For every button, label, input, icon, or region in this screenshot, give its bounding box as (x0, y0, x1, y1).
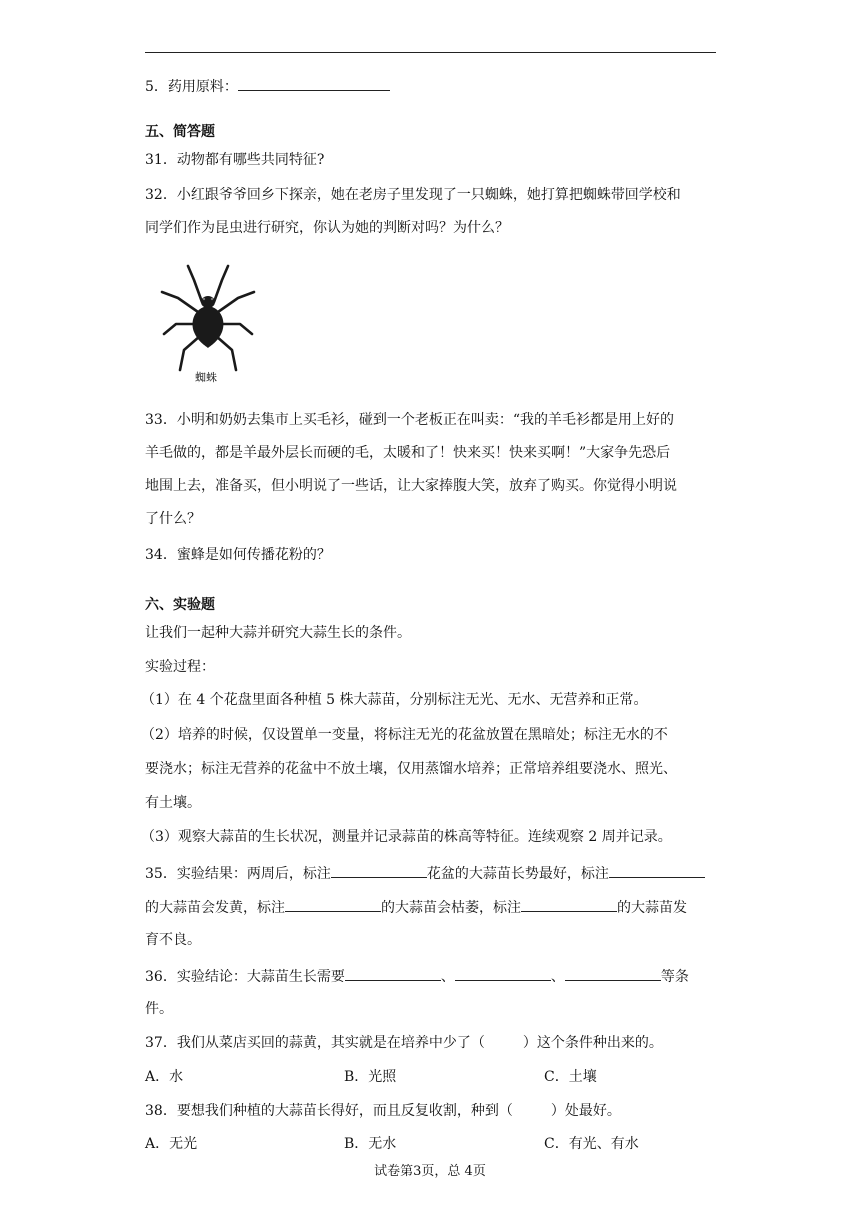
question-36-line-1 (145, 965, 689, 987)
question-35-text-d: 的大蒜苗会枯萎，标注 (381, 900, 521, 916)
page-footer: 试卷第3页，总 4页 (374, 1164, 486, 1179)
question-35-text-a: 35．实验结果：两周后，标注 (145, 866, 331, 882)
question-36-separator: 、 (440, 969, 455, 985)
question-5-label: 5．药用原料： (145, 79, 238, 95)
question-33-line-2: 羊毛做的，都是羊最外层长而硬的毛，太暖和了！快来买！快来买啊！”大家争先恐后 (145, 445, 671, 461)
answer-blank[interactable] (285, 896, 381, 912)
experiment-step-2-line-3: 有土壤。 (145, 795, 201, 811)
question-35-text-b: 花盆的大蒜苗长势最好，标注 (426, 866, 609, 882)
question-32-line-1: 32．小红跟爷爷回乡下探亲，她在老房子里发现了一只蜘蛛，她打算把蜘蛛带回学校和 (145, 187, 681, 203)
answer-blank[interactable] (609, 862, 705, 878)
question-37 (145, 1033, 663, 1053)
question-37-text-b: ）这个条件种出来的。 (522, 1035, 663, 1051)
section-title-experiment: 六、实验题 (145, 597, 215, 613)
answer-blank[interactable] (455, 965, 551, 981)
answer-blank[interactable] (345, 965, 441, 981)
question-33-line-4: 了什么？ (145, 511, 201, 527)
question-5 (145, 75, 390, 97)
question-33-line-1: 33．小明和奶奶去集市上买毛衫，碰到一个老板正在叫卖：“我的羊毛衫都是用上好的 (145, 412, 674, 428)
question-35-line-1 (145, 862, 705, 884)
experiment-intro: 让我们一起种大蒜并研究大蒜生长的条件。 (145, 625, 411, 641)
question-32-line-2: 同学们作为昆虫进行研究，你认为她的判断对吗？为什么？ (145, 220, 509, 236)
section-title-short-answer: 五、简答题 (145, 124, 215, 140)
question-35-line-2 (145, 896, 687, 918)
answer-blank[interactable] (521, 896, 617, 912)
question-34: 34．蜜蜂是如何传播花粉的？ (145, 547, 331, 563)
question-38-text-b: ）处最好。 (550, 1103, 621, 1119)
question-38-option-b[interactable]: B．无水 (344, 1136, 397, 1152)
answer-blank[interactable] (565, 965, 661, 981)
experiment-step-3: （3）观察大蒜苗的生长状况，测量并记录蒜苗的株高等特征。连续观察 2 周并记录。 (141, 829, 672, 845)
header-rule (145, 52, 716, 53)
question-35-text-c: 的大蒜苗会发黄，标注 (145, 900, 285, 916)
question-37-text-a: 37．我们从菜店买回的蒜黄，其实就是在培养中少了（ (145, 1035, 485, 1051)
answer-blank[interactable] (238, 75, 390, 91)
question-37-option-c[interactable]: C．土壤 (544, 1069, 597, 1085)
answer-blank[interactable] (331, 862, 427, 878)
experiment-step-2-line-2: 要浇水；标注无营养的花盆中不放土壤，仅用蒸馏水培养；正常培养组要浇水、照光、 (145, 761, 677, 777)
question-36-line-2: 件。 (145, 1001, 173, 1017)
question-33-line-3: 地围上去，准备买，但小明说了一些话，让大家捧腹大笑，放弃了购买。你觉得小明说 (145, 478, 677, 494)
question-37-option-a[interactable]: A．水 (145, 1069, 184, 1085)
experiment-process-label: 实验过程： (145, 659, 215, 675)
question-38-option-c[interactable]: C．有光、有水 (544, 1136, 639, 1152)
question-36-text-b: 等条 (660, 969, 689, 985)
question-36-separator: 、 (550, 969, 565, 985)
question-37-option-b[interactable]: B．光照 (344, 1069, 397, 1085)
question-31: 31．动物都有哪些共同特征? (145, 152, 325, 168)
question-38-option-a[interactable]: A．无光 (145, 1136, 198, 1152)
question-38-text-a: 38．要想我们种植的大蒜苗长得好，而且反复收割，种到（ (145, 1103, 513, 1119)
experiment-step-1: （1）在 4 个花盘里面各种植 5 株大蒜苗，分别标注无光、无水、无营养和正常。 (141, 692, 648, 708)
question-35-line-3: 育不良。 (145, 932, 201, 948)
question-38 (145, 1101, 621, 1121)
question-35-text-e: 的大蒜苗发 (617, 900, 687, 916)
experiment-step-2-line-1: （2）培养的时候，仅设置单一变量，将标注无光的花盆放置在黑暗处；标注无水的不 (141, 727, 668, 743)
spider-caption: 蜘蛛 (195, 371, 217, 384)
question-36-text-a: 36．实验结论：大蒜苗生长需要 (145, 969, 345, 985)
